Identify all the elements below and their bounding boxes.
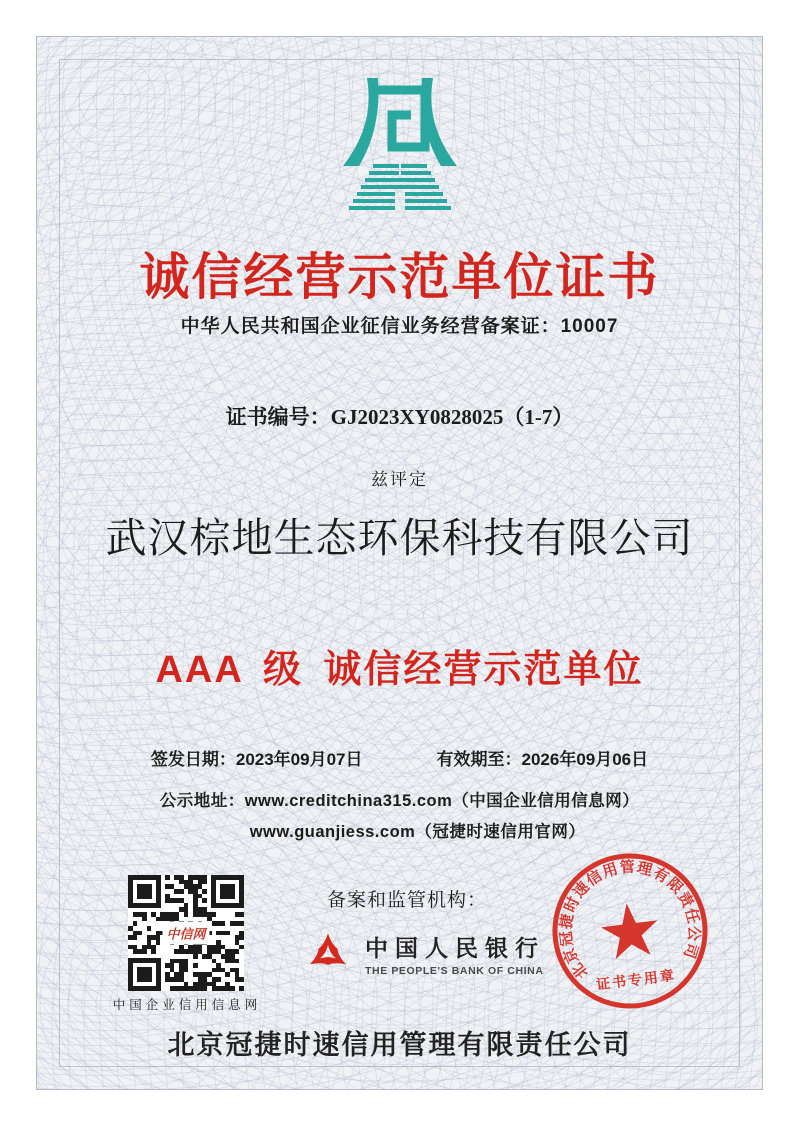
qr-center-label: 中信网 [162,922,209,945]
qr-caption: 中国企业信用信息网 [112,998,262,1012]
company-seal [538,839,722,1023]
seal-ring-text: 北京冠捷时速信用管理有限责任公司 [558,859,702,982]
record-license-line: 中华人民共和国企业征信业务经营备案证：10007 [180,316,619,337]
pboc-name-cn: 中国人民银行 [365,936,545,961]
rating-award-line: AAA 级 诚信经营示范单位 [155,649,644,691]
publicity-url-1: 公示地址：www.creditchina315.com（中国企业信用信息网） [159,792,640,810]
publicity-url-2: www.guanjiess.com（冠捷时速信用官网） [249,823,586,841]
certificate-frame [36,36,763,1090]
regulator-label: 备案和监管机构： [326,890,487,911]
company-name: 武汉棕地生态环保科技有限公司 [105,515,694,561]
certificate-number: 证书编号：GJ2023XY0828025（1-7） [225,405,574,429]
issuer-company-name: 北京冠捷时速信用管理有限责任公司 [167,1030,632,1060]
qr-finder-icon [128,875,161,908]
brand-emblem-icon [37,76,762,223]
qr-finder-icon [211,875,244,908]
pboc-emblem-icon [305,931,351,977]
seal-bottom-text: 证书专用章 [595,968,677,994]
certificate-title: 诚信经营示范单位证书 [139,249,660,305]
validity-dates [37,745,762,770]
qr-code [128,875,244,991]
qr-finder-icon [128,958,161,991]
issue-date: 签发日期：2023年09月07日 [150,750,363,769]
valid-until-date: 有效期至：2026年09月06日 [436,750,649,769]
seal-star-icon [598,900,661,961]
pboc-logo [305,930,545,977]
assess-label: 兹评定 [371,470,428,489]
pboc-name-en: THE PEOPLE'S BANK OF CHINA [365,965,544,977]
publicity-addresses [37,787,762,842]
